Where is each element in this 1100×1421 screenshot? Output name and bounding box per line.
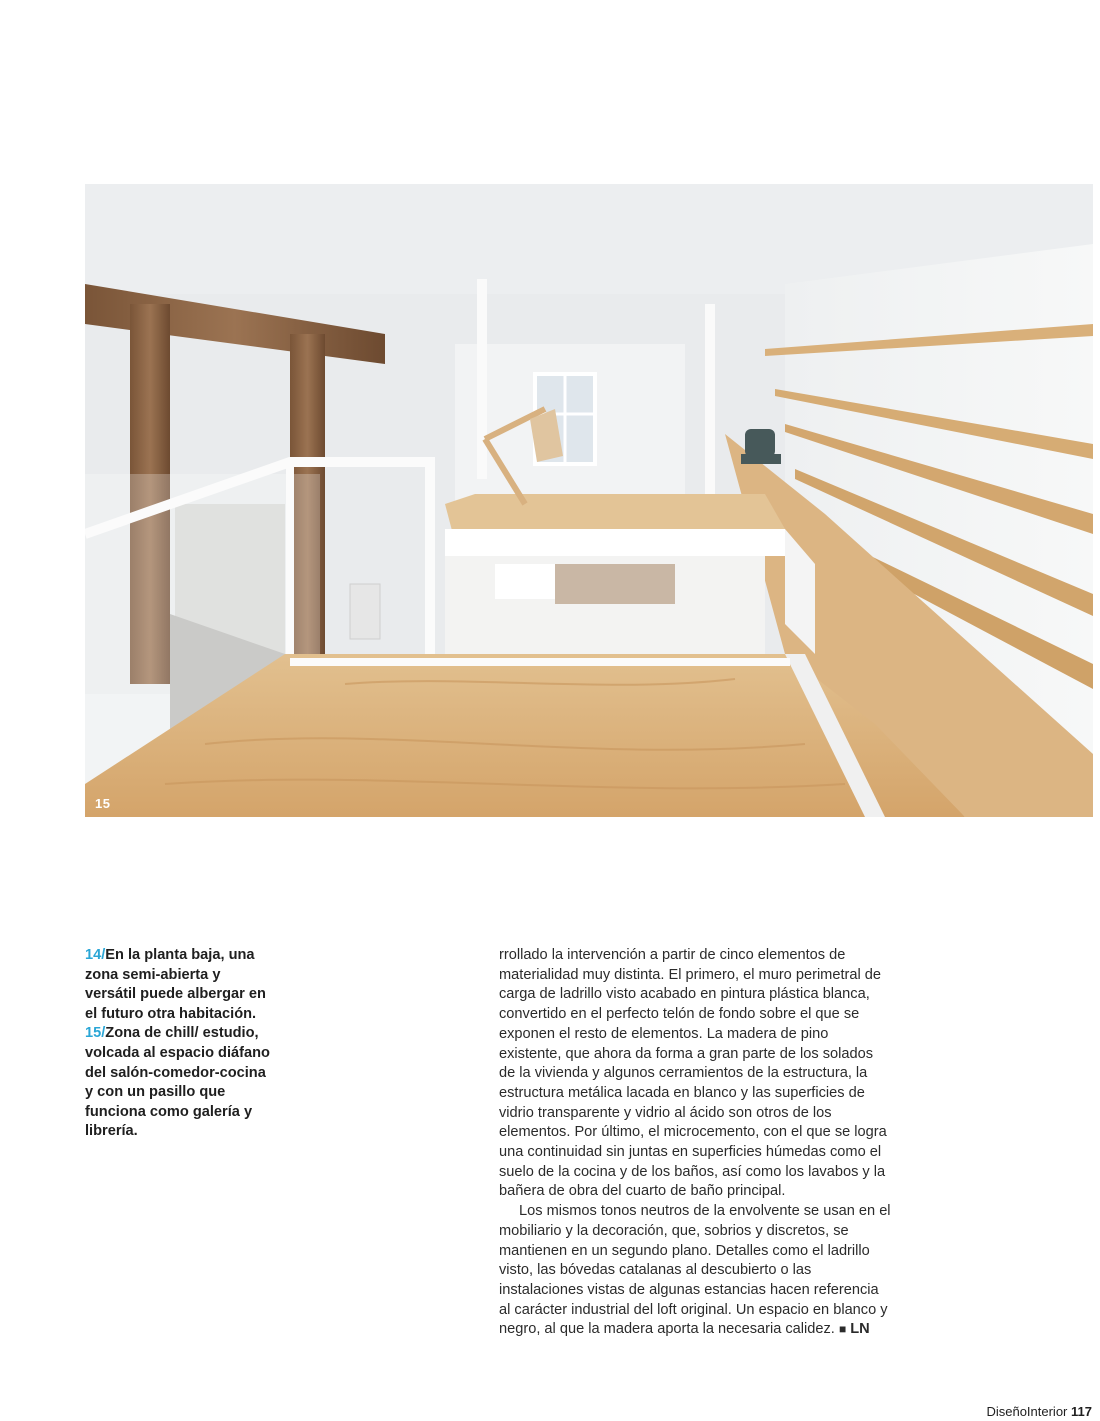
caption-text-14: En la planta baja, una zona semi-abierta y versátil puede albergar en el futuro otra habitación. xyxy=(85,947,266,1022)
author-signature: LN xyxy=(850,1321,870,1338)
end-mark: ■ xyxy=(838,1322,847,1337)
magazine-name: DiseñoInterior xyxy=(986,1404,1068,1419)
caption-number-15: 15/ xyxy=(85,1025,106,1042)
photo-caption xyxy=(85,946,275,1142)
body-paragraph-2-wrap xyxy=(499,1202,891,1340)
article-body xyxy=(499,946,891,1340)
photo-number: 15 xyxy=(95,796,111,811)
caption-text-15: Zona de chill/ estudio, volcada al espacio diáfano del salón-comedor-cocina y con un pasillo que funciona como galería y librería. xyxy=(85,1025,270,1140)
page-number: 117 xyxy=(1071,1404,1092,1419)
page-footer xyxy=(986,1404,1092,1419)
interior-photo xyxy=(85,184,1093,817)
body-paragraph-1: rrollado la intervención a partir de cinco elementos de materialidad muy distinta. El primero, el muro perimetral de carga de ladrillo visto acabado en pintura plástica blanca, convertido en el perfecto telón de fondo sobre el que se exponen el resto de elementos. La madera de pino existente, que ahora da forma a gran parte de los solados de la vivienda y algunos cerramientos de la estructura, la estructura metálica lacada en blanco y las superficies de vidrio transparente y vidrio al ácido son otros de los elementos. Por último, el microcemento, con el que se logra una continuidad sin juntas en superficies húmedas como el suelo de la cocina y de los baños, así como los lavabos y la bañera de obra del cuarto de baño principal. xyxy=(499,947,887,1200)
body-paragraph-2: Los mismos tonos neutros de la envolvente se usan en el mobiliario y la decoración, que, sobrios y discretos, se mantienen en un segundo plano. Detalles como el ladrillo visto, las bóvedas catalanas al descubierto o las instalaciones vistas de algunas estancias hacen referencia al carácter industrial del loft original. Un espacio en blanco y negro, al que la madera aporta la necesaria calidez. xyxy=(499,1203,891,1338)
loft-mezzanine-illustration xyxy=(85,184,1093,817)
caption-number-14: 14/ xyxy=(85,947,106,963)
